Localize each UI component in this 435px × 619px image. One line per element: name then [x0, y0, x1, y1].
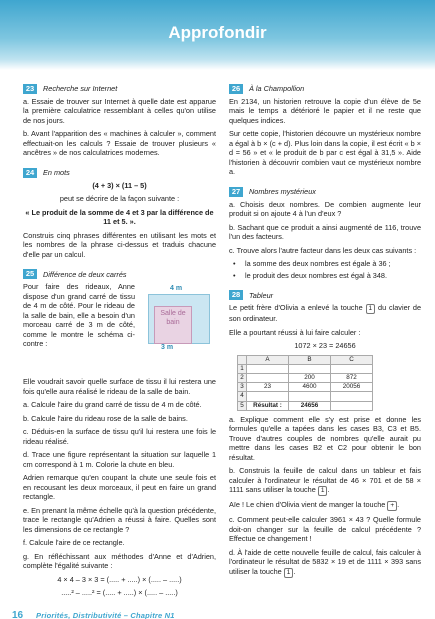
key-plus-icon: + [387, 501, 397, 511]
equality-1: 4 × 4 – 3 × 3 = (..... + .....) × (..... – .....) [57, 574, 182, 584]
paragraph-2: Elle a pourtant réussi à lui faire calculer : [229, 327, 361, 337]
question-a: a. Essaie de trouver sur Internet à quelle date est apparue la première calculatrice ressemblant à celles qu'on utilise de nos jours. [23, 97, 216, 125]
table-row [238, 374, 373, 383]
table-row [238, 355, 373, 364]
question-a: a. Choisis deux nombres. De combien augmente leur produit si on ajoute 4 à l'un d'eux ? [229, 199, 421, 219]
right-column [229, 84, 421, 582]
question-b: b. Calcule l'aire du rideau rose de la salle de bains. [23, 413, 188, 423]
table-cell [331, 401, 373, 410]
exercise-26-header [229, 84, 421, 94]
table-cell: Résultat : [247, 401, 289, 410]
bathroom-label: Salle de bain [160, 310, 186, 326]
table-cell [247, 374, 289, 383]
expression: (4 + 3) × (11 – 5) [92, 180, 147, 190]
table-row [238, 392, 373, 401]
exercise-number: 27 [229, 187, 243, 197]
question-c: c. Déduis-en la surface de tissu qu'il lui restera une fois le rideau réalisé. [23, 427, 216, 446]
exercise-title: En mots [43, 168, 70, 178]
small-square-label: 3 m [161, 344, 174, 352]
paragraph-1: Le petit frère d'Olivia a enlevé la touche 1 du clavier de son ordinateur. [229, 303, 422, 324]
column-header: B [289, 355, 331, 364]
row-header: 2 [238, 374, 247, 383]
key-1-icon: 1 [318, 486, 328, 496]
exercise-23-header [23, 84, 216, 94]
table-row [238, 364, 373, 373]
exercise-number: 24 [23, 168, 37, 178]
curtain-problem [23, 282, 216, 377]
exercise-title: Différence de deux carrés [43, 269, 127, 279]
exercise-title: Nombres mystérieux [249, 187, 316, 197]
list-item: • le produit des deux nombres est égal à 348. [241, 271, 421, 280]
instruction: Construis cinq phrases différentes en utilisant les mots et les nombres de la phrase ci-dessus et traduis chacune d'elle par un calcul. [23, 230, 216, 259]
question-g: g. En réfléchissant aux méthodes d'Anne et d'Adrien, complète l'égalité suivante : [23, 551, 216, 571]
intro2: Elle voudrait savoir quelle surface de tissu il lui restera une fois qu'elle aura réalisé le rideau de la salle de bain. [23, 377, 216, 396]
row-header: 4 [238, 392, 247, 401]
table-cell: 23 [247, 383, 289, 392]
exercise-25-header [23, 269, 216, 279]
text: peut se décrire de la façon suivante : [59, 194, 180, 204]
question-a: a. Calcule l'aire du grand carré de tissu de 4 m de côté. [23, 400, 202, 410]
big-square-label: 4 m [170, 285, 183, 293]
column-header: C [331, 355, 373, 364]
remark: Adrien remarque qu'en coupant la chute une seule fois et en recousant les deux morceaux, il peut en faire un grand rectangle. [23, 473, 216, 502]
page-footer [0, 604, 435, 619]
table-cell [247, 364, 289, 373]
paragraph-1: En 2134, un historien retrouve la copie d'un élève de 5e mais le temps a détérioré le papier et il ne reste que quelques indices. [229, 97, 421, 125]
exercise-number: 26 [229, 84, 243, 94]
question-b: b. Construis la feuille de calcul dans un tableur et fais calculer à l'ordinateur le résultat de 46 × 701 et de 58 × 1111 sans utiliser la touche 1 . [229, 466, 421, 495]
table-cell: 872 [331, 374, 373, 383]
key-1-icon: 1 [284, 568, 294, 578]
equality-2: .....² – .....² = (..... + .....) × (..... – .....) [61, 588, 178, 598]
question-b: b. Avant l'apparition des « machines à calculer », comment effectuait-on les calculs ? Essaie de trouver plusieurs « ancêtres » de nos calculatrices modernes. [23, 129, 216, 158]
table-cell: 24656 [289, 401, 331, 410]
exercise-number: 25 [23, 269, 37, 279]
table-cell [289, 392, 331, 401]
exercise-title: Tableur [249, 290, 274, 300]
table-cell: 20056 [331, 383, 373, 392]
remark: Aïe ! Le chien d'Olivia vient de manger la touche + . [229, 500, 400, 510]
column-header: A [247, 355, 289, 364]
fabric-figure [148, 282, 218, 352]
left-column [23, 84, 216, 602]
key-1-icon: 1 [366, 304, 376, 314]
table-cell [247, 392, 289, 401]
exercise-title: Recherche sur Internet [43, 84, 118, 94]
question-c: c. Trouve alors l'autre facteur dans les deux cas suivants : [229, 245, 417, 255]
table-row [238, 383, 373, 392]
quote: « Le produit de la somme de 4 et 3 par la différence de 11 et 5. ». [25, 207, 214, 227]
chapter-title: Priorités, Distributivité – Chapitre N1 [36, 611, 175, 619]
table-cell: 200 [289, 374, 331, 383]
question-b: b. Sachant que ce produit a ainsi augmenté de 116, trouve l'un des facteurs. [229, 222, 421, 242]
table-cell: 4600 [289, 383, 331, 392]
page-number: 16 [12, 610, 24, 619]
exercise-number: 28 [229, 290, 243, 300]
exercise-27-header [229, 187, 421, 197]
exercise-number: 23 [23, 84, 37, 94]
table-cell [331, 364, 373, 373]
exercise-28-header [229, 290, 421, 300]
question-e: e. En prenant la même échelle qu'à la question précédente, trace le rectangle qu'Adrien a réussi à faire. Quelles sont les dimensions de ce rectangle ? [23, 505, 216, 534]
question-f: f. Calcule l'aire de ce rectangle. [23, 538, 125, 548]
row-header: 1 [238, 364, 247, 373]
question-a: a. Explique comment elle s'y est prise et donne les formules qu'elle a tapées dans les cases B3, C3 et B5. Trouve d'autres couples de nombres qu'elle aurait pu mettre dans les cases B2 et C2 pour obtenir le bon résultat. [229, 414, 421, 462]
calculation: 1072 × 23 = 24656 [294, 341, 356, 351]
paragraph-2: Sur cette copie, l'historien découvre un mystérieux nombre a égal à b × (c + d). Plus loin dans la copie, il est écrit « b × d = 56 » et « le produit de b par c est égal à 31,5 ». Aide l'historien à découvrir combien vaut ce mystérieux nombre a. [229, 129, 421, 177]
table-cell [331, 392, 373, 401]
list-item: • la somme des deux nombres est égale à 36 ; [241, 259, 421, 268]
table-cell [289, 364, 331, 373]
row-header: 5 [238, 401, 247, 410]
intro: Pour faire des rideaux, Anne dispose d'un grand carré de tissu de 4 m de côté. Pour le rideau de la salle de bain, elle a besoin d'un morceau carré de 3 m de côté, comme le montre le schéma ci-contre : [23, 282, 135, 349]
row-header: 3 [238, 383, 247, 392]
question-d: d. À l'aide de cette nouvelle feuille de calcul, fais calculer à l'ordinateur le résultat de 5832 × 19 et de 1111 × 393 sans utiliser la touche 1 . [229, 547, 421, 576]
header-banner [0, 0, 435, 70]
table-row [238, 401, 373, 410]
spreadsheet [237, 355, 373, 411]
question-d: d. Trace une figure représentant la situation sur laquelle 1 cm correspond à 1 m. Colorie la chute en bleu. [23, 450, 216, 469]
exercise-title: À la Champollion [249, 84, 305, 94]
page-title: Approfondir [168, 23, 267, 42]
exercise-24-header [23, 168, 216, 178]
case-list [241, 259, 421, 280]
question-c: c. Comment peut-elle calculer 3961 × 43 ? Quelle formule doit-on changer sur la feuille de calcul précédente ? Effectue ce changement ! [229, 515, 421, 544]
